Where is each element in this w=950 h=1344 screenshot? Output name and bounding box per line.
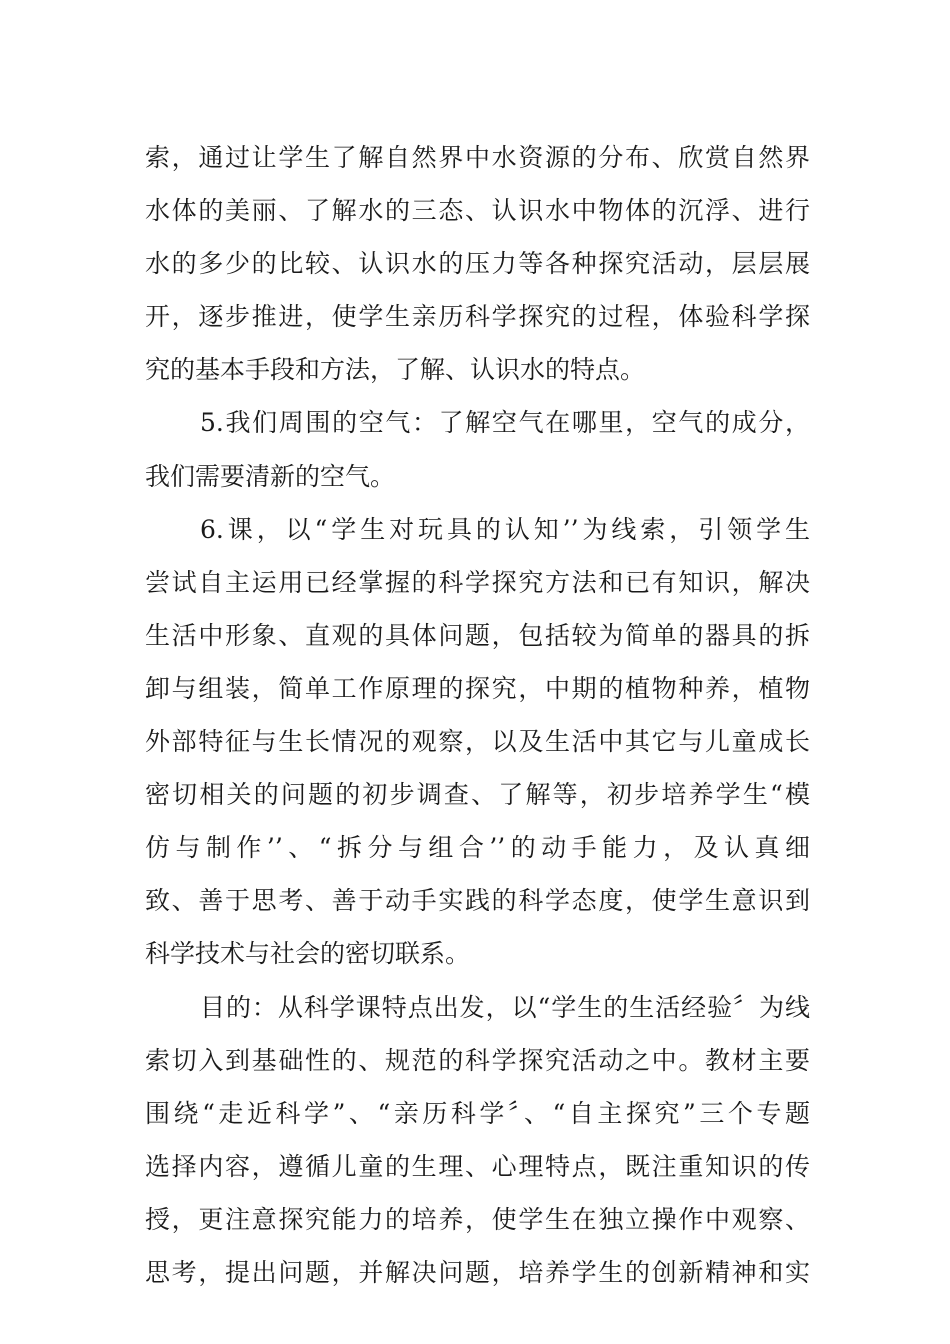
- text-line: 卸与组装，简单工作原理的探究，中期的植物种养，植物: [145, 673, 810, 703]
- text-line: 选择内容，遵循儿童的生理、心理特点，既注重知识的传: [145, 1151, 810, 1181]
- text-line: 水体的美丽、了解水的三态、认识水中物体的沉浮、进行: [145, 196, 810, 226]
- text-line: 我们需要清新的空气。: [145, 461, 396, 491]
- text-line: 开，逐步推进，使学生亲历科学探究的过程，体验科学探: [145, 302, 810, 332]
- text-line: 致、善于思考、善于动手实践的科学态度，使学生意识到: [145, 886, 810, 916]
- text-line: 索切入到基础性的、规范的科学探究活动之中。教材主要: [145, 1045, 810, 1075]
- paragraph-start-line: 5.我们周围的空气：了解空气在哪里，空气的成分，: [200, 408, 810, 438]
- body-text: [145, 131, 810, 1299]
- text-line: 仿与制作’’、“拆分与组合’’的动手能力，及认真细: [145, 833, 810, 863]
- paragraph-start-line: 目的：从科学课特点出发，以“学生的生活经验〞为线: [200, 992, 810, 1022]
- text-line: 生活中形象、直观的具体问题，包括较为简单的器具的拆: [145, 620, 810, 650]
- paragraph-start-line: 6.课，以“学生对玩具的认知’’为线索，引领学生: [200, 514, 810, 544]
- text-line: 授，更注意探究能力的培养，使学生在独立操作中观察、: [145, 1204, 810, 1234]
- text-line: 水的多少的比较、认识水的压力等各种探究活动，层层展: [145, 249, 810, 279]
- text-line: 外部特征与生长情况的观察，以及生活中其它与儿童成长: [145, 727, 810, 757]
- text-line: 密切相关的问题的初步调查、了解等，初步培养学生“模: [145, 780, 810, 810]
- text-line: 围绕“走近科学”、“亲历科学〞、“自主探究”三个专题: [145, 1098, 810, 1128]
- text-line: 科学技术与社会的密切联系。: [145, 939, 471, 969]
- text-line: 索，通过让学生了解自然界中水资源的分布、欣赏自然界: [145, 143, 810, 172]
- text-line: 究的基本手段和方法，了解、认识水的特点。: [145, 355, 646, 385]
- text-line: 尝试自主运用已经掌握的科学探究方法和已有知识，解决: [145, 567, 810, 597]
- text-line: 思考，提出问题，并解决问题，培养学生的创新精神和实: [145, 1257, 810, 1287]
